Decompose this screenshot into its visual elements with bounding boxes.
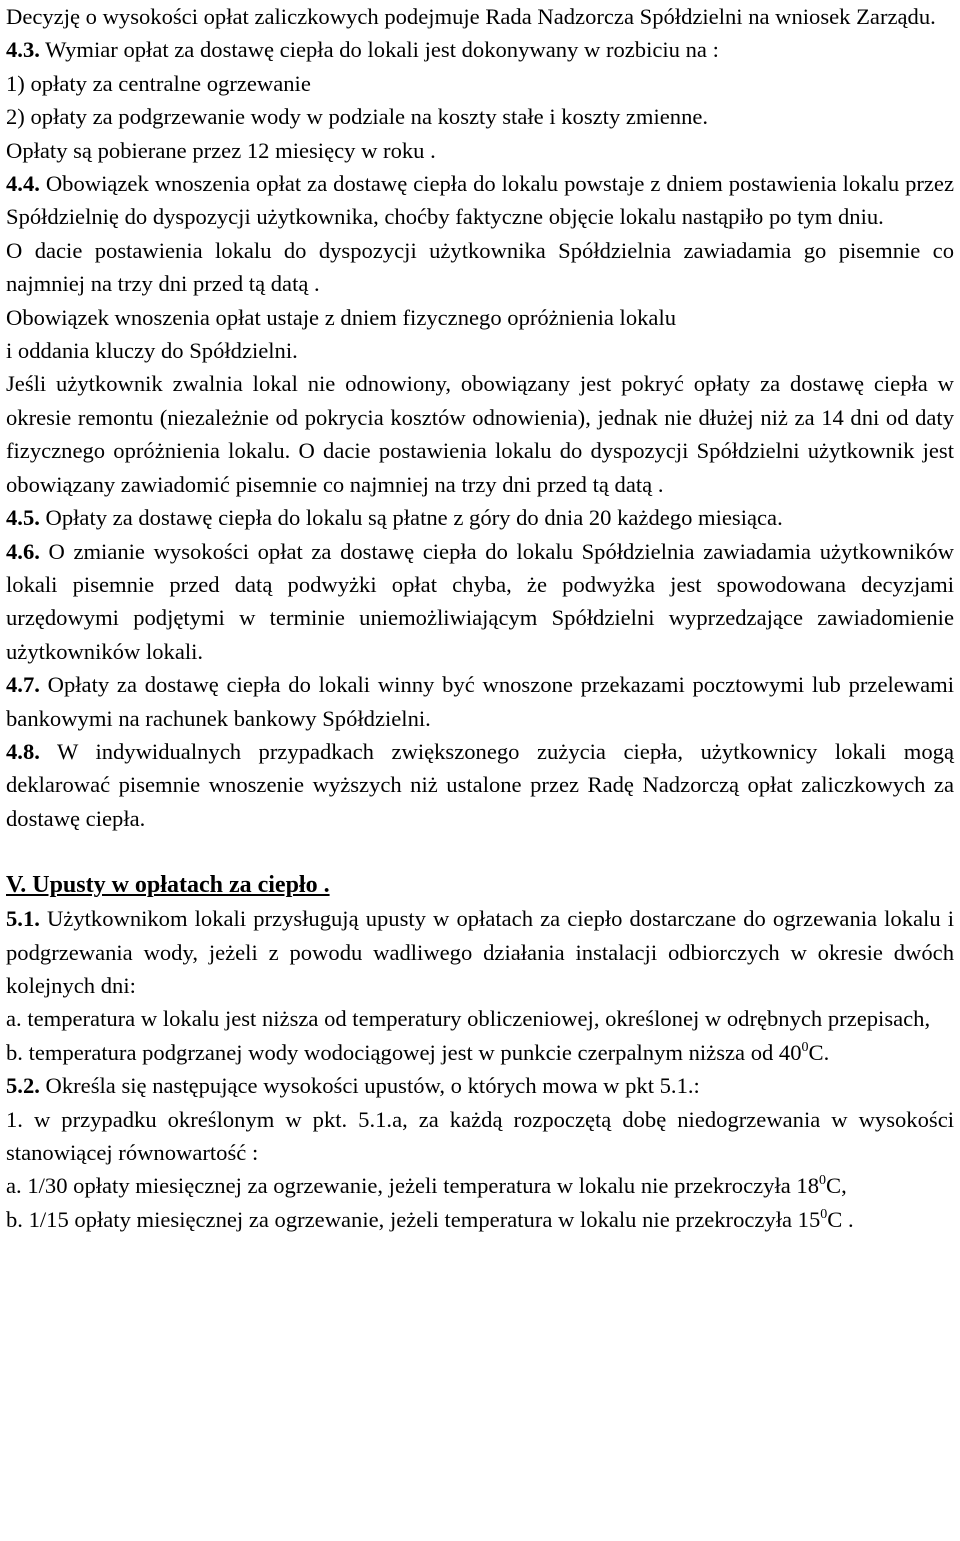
- section-5-1: [6, 902, 954, 1002]
- section-number: 4.8.: [6, 738, 40, 764]
- section-number: 4.5.: [6, 505, 40, 531]
- section-4-4: [6, 167, 954, 234]
- item-text: 2) opłaty za podgrzewanie wody w podziale na koszty stałe i koszty zmienne.: [6, 104, 709, 130]
- section-5-1-item-b: [6, 1036, 954, 1069]
- section-4-4-paragraph-2: [6, 234, 954, 301]
- section-text: Opłaty za dostawę ciepła do lokali winny być wnoszone przekazami pocztowymi lub przelewami bankowymi na rachunek bankowy Spółdzielni.: [6, 672, 954, 731]
- section-4-3: [6, 33, 954, 66]
- section-number: 4.4.: [6, 171, 40, 197]
- section-number: 5.2.: [6, 1073, 40, 1099]
- section-number: 5.1.: [6, 906, 40, 932]
- section-4-7: [6, 668, 954, 735]
- section-5-1-item-a: [6, 1002, 954, 1035]
- section-5-2-item-1: [6, 1103, 954, 1170]
- section-4-4-paragraph-3: [6, 301, 954, 368]
- superscript-degree: 0: [820, 1206, 828, 1222]
- section-4-6: [6, 535, 954, 669]
- section-text: Obowiązek wnoszenia opłat za dostawę ciepła do lokalu powstaje z dniem postawienia lokalu przez Spółdzielnię do dyspozycji użytkownika, choćby faktyczne objęcie lokalu nastąpiło po tym dniu.: [6, 171, 954, 230]
- item-text: b. temperatura podgrzanej wody wodociągowej jest w punkcie czerpalnym niższa od 40: [6, 1039, 802, 1065]
- section-number: 4.3.: [6, 37, 40, 63]
- section-text: Opłaty za dostawę ciepła do lokalu są płatne z góry do dnia 20 każdego miesiąca.: [39, 505, 783, 531]
- paragraph-text: Obowiązek wnoszenia opłat ustaje z dniem fizycznego opróżnienia lokalu: [6, 304, 677, 330]
- item-text: 1. w przypadku określonym w pkt. 5.1.a, za każdą rozpoczętą dobę niedogrzewania w wysokości stanowiącej równowartość :: [6, 1106, 954, 1165]
- paragraph-decyzje: [6, 0, 954, 33]
- item-text-end: C.: [808, 1039, 830, 1065]
- item-text: b. 1/15 opłaty miesięcznej za ogrzewanie, jeżeli temperatura w lokalu nie przekroczyła 15: [6, 1206, 821, 1232]
- section-text: Wymiar opłat za dostawę ciepła do lokali jest dokonywany w rozbiciu na :: [39, 37, 719, 63]
- paragraph-text: i oddania kluczy do Spółdzielni.: [6, 338, 298, 364]
- section-5-2-item-b: [6, 1203, 954, 1236]
- section-text: Użytkownikom lokali przysługują upusty w opłatach za ciepło dostarczane do ogrzewania lokalu i podgrzewania wody, jeżeli z powodu wadliwego działania instalacji odbiorczych w okresie dwóch kolejnych dni:: [6, 906, 954, 998]
- section-4-4-paragraph-4: [6, 367, 954, 501]
- section-4-5: [6, 501, 954, 534]
- section-heading-v: V. Upusty w opłatach za ciepło .: [6, 872, 330, 899]
- item-text: Opłaty są pobierane przez 12 miesięcy w roku .: [6, 137, 436, 163]
- section-text: O zmianie wysokości opłat za dostawę ciepła do lokalu Spółdzielnia zawiadamia użytkowników lokali pisemnie przed datą podwyżki opłat chyba, że podwyżka jest spowodowana decyzjami urzędowymi podjętymi w terminie uniemożliwiającym Spółdzielni wyprzedzające zawiadomienie użytkowników lokali.: [6, 538, 954, 664]
- section-number: 4.7.: [6, 672, 40, 698]
- item-text-end: C .: [827, 1206, 854, 1232]
- section-4-3-item-3: [6, 134, 954, 167]
- superscript-degree: 0: [801, 1039, 809, 1055]
- section-4-3-item-1: [6, 67, 954, 100]
- item-text: a. 1/30 opłaty miesięcznej za ogrzewanie, jeżeli temperatura w lokalu nie przekroczyła 18: [6, 1173, 819, 1199]
- paragraph-text: O dacie postawienia lokalu do dyspozycji użytkownika Spółdzielnia zawiadamia go pisemnie co najmniej na trzy dni przed tą datą .: [6, 237, 954, 297]
- section-5-2: [6, 1069, 954, 1102]
- item-text-end: C,: [826, 1173, 847, 1199]
- superscript-degree: 0: [819, 1173, 826, 1189]
- item-text: 1) opłaty za centralne ogrzewanie: [6, 70, 311, 96]
- item-text: a. temperatura w lokalu jest niższa od temperatury obliczeniowej, określonej w odrębnych przepisach,: [6, 1006, 931, 1032]
- section-5-2-item-a: [6, 1169, 954, 1202]
- paragraph-text: Decyzję o wysokości opłat zaliczkowych podejmuje Rada Nadzorcza Spółdzielni na wniosek Zarządu.: [6, 4, 936, 29]
- section-4-8: [6, 735, 954, 835]
- section-number: 4.6.: [6, 538, 40, 564]
- section-4-3-item-2: [6, 100, 954, 133]
- section-text: Określa się następujące wysokości upustów, o których mowa w pkt 5.1.:: [39, 1073, 700, 1099]
- paragraph-text: Jeśli użytkownik zwalnia lokal nie odnowiony, obowiązany jest pokryć opłaty za dostawę ciepła w okresie remontu (niezależnie od pokrycia kosztów odnowienia), jednak nie dłużej niż za 14 dni od daty fizycznego opróżnienia lokalu. O dacie postawienia lokalu do dyspozycji Spółdzielni użytkownik jest obowiązany zawiadomić pisemnie co najmniej na trzy dni przed tą datą .: [6, 371, 954, 497]
- section-text: W indywidualnych przypadkach zwiększonego zużycia ciepła, użytkownicy lokali mogą deklarować pisemnie wnoszenie wyższych niż ustalone przez Radę Nadzorczą opłat zaliczkowych za dostawę ciepła.: [6, 738, 954, 831]
